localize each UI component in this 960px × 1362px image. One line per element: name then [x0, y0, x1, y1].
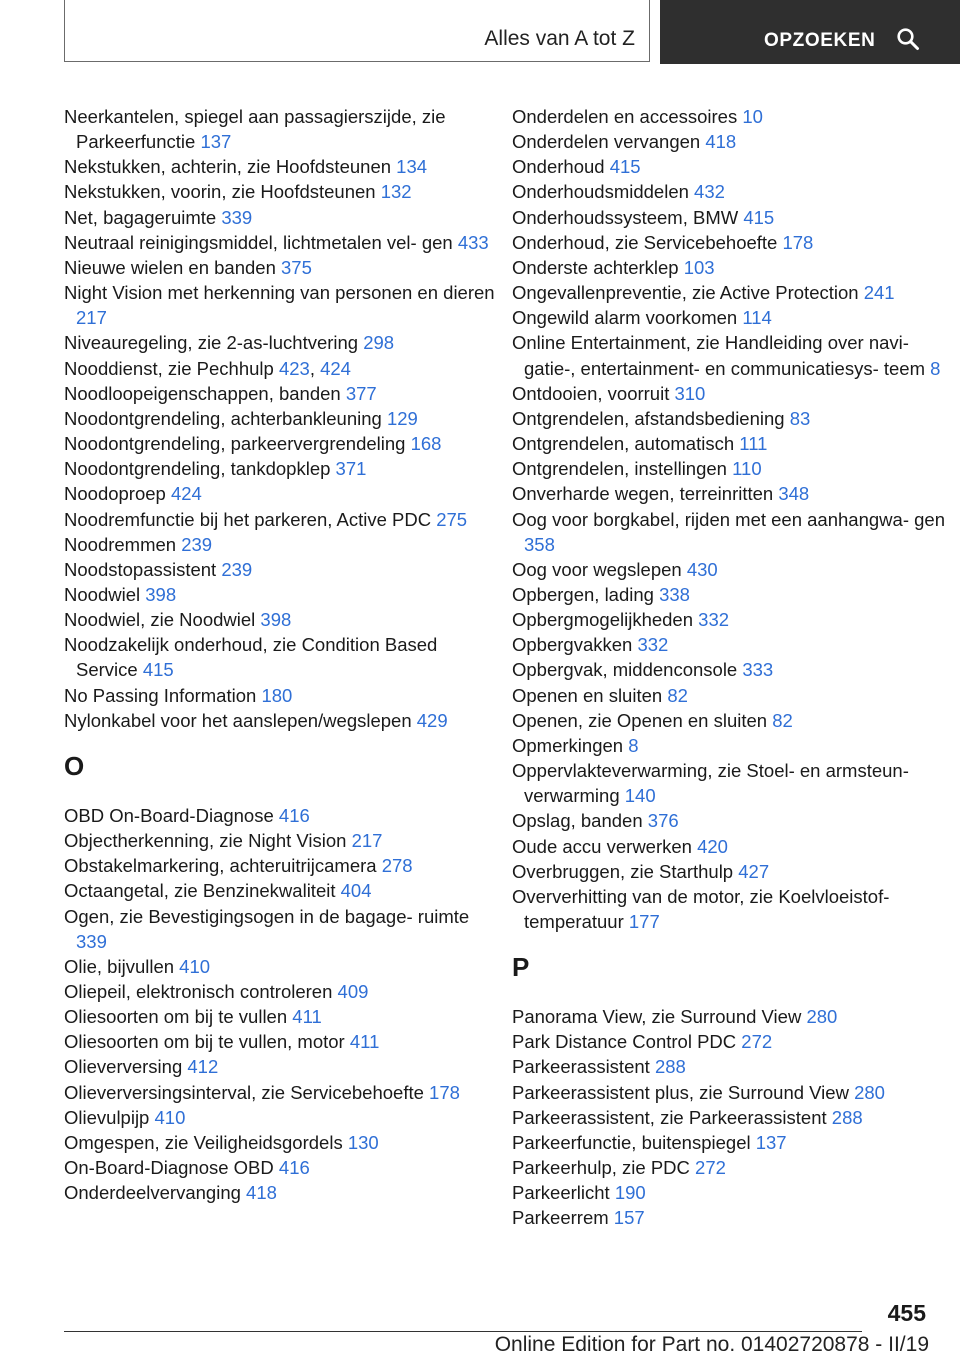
- page-link[interactable]: 241: [863, 282, 895, 304]
- page-link[interactable]: 412: [187, 1056, 219, 1078]
- entry-text: Octaangetal, zie Benzinekwaliteit: [64, 880, 341, 902]
- page-link[interactable]: 288: [654, 1056, 686, 1078]
- entry-text: Opslag, banden: [512, 810, 648, 832]
- index-column-right: [512, 104, 952, 1231]
- page-link[interactable]: 280: [854, 1081, 885, 1103]
- index-entry: [512, 1205, 952, 1230]
- page-link[interactable]: 217: [76, 307, 107, 329]
- index-entry: [512, 330, 952, 380]
- page-link[interactable]: 427: [738, 860, 770, 882]
- entry-text: Net, bagageruimte: [64, 206, 222, 228]
- entry-text: Parkeerfunctie, buitenspiegel: [512, 1131, 756, 1153]
- footer-divider: [64, 1331, 862, 1332]
- index-entry: [512, 859, 952, 884]
- entry-text: Opmerkingen: [512, 734, 629, 756]
- index-entry: [64, 104, 504, 154]
- entry-text: Parkeerhulp, zie PDC: [512, 1157, 696, 1179]
- entry-text: Onderhoud: [512, 156, 610, 178]
- entry-text: Noodwiel, zie Noodwiel: [64, 609, 261, 631]
- page-link[interactable]: 137: [755, 1131, 787, 1153]
- page-link[interactable]: 239: [181, 533, 213, 555]
- page-link[interactable]: 398: [260, 609, 292, 631]
- index-entry: [64, 828, 504, 853]
- page-link[interactable]: 298: [363, 332, 395, 354]
- index-entry: [512, 481, 952, 506]
- entry-text: Opbergvak, middenconsole: [512, 659, 743, 681]
- index-entry: [64, 330, 504, 355]
- page-link[interactable]: 409: [337, 981, 369, 1002]
- entry-text: Parkeerassistent, zie Parkeerassistent: [512, 1106, 832, 1128]
- entry-text: Noodontgrendeling, tankdopklep: [64, 458, 336, 480]
- page-link[interactable]: 332: [637, 634, 669, 656]
- entry-text: Nekstukken, achterin, zie Hoofdsteunen: [64, 156, 397, 178]
- page-link[interactable]: 371: [335, 458, 367, 480]
- page-link[interactable]: 423: [278, 357, 310, 379]
- entry-text: Noodremfunctie bij het parkeren, Active PDC: [64, 508, 437, 530]
- entry-text: Olie, bijvullen: [64, 955, 180, 977]
- index-entry: [64, 1180, 504, 1205]
- page-link[interactable]: 424: [170, 483, 202, 505]
- tab-a-to-z-label: Alles van A tot Z: [484, 27, 635, 50]
- entry-text: Parkeerrem: [512, 1207, 614, 1229]
- page-link[interactable]: 110: [732, 458, 762, 480]
- index-entry: [64, 230, 504, 255]
- entry-text: Panorama View, zie Surround View: [512, 1006, 807, 1028]
- index-entry: [512, 884, 952, 934]
- page-link[interactable]: 129: [386, 407, 418, 429]
- page-link[interactable]: 132: [380, 181, 412, 203]
- index-entry: [64, 708, 504, 733]
- search-button[interactable]: [660, 0, 960, 64]
- entry-text: Oliesoorten om bij te vullen, motor: [64, 1031, 350, 1053]
- entry-text: Neutraal reinigingsmiddel, lichtmetalen vel‐ gen: [64, 231, 458, 253]
- page-link[interactable]: 140: [624, 785, 656, 807]
- entry-text: Onderdelen en accessoires: [512, 106, 743, 127]
- entry-text: Online Entertainment, zie Handleiding over navi‐ gatie-, entertainment- en communicatiesys‐ teem: [512, 332, 931, 379]
- page-link[interactable]: 418: [246, 1182, 277, 1204]
- entry-text: Ontdooien, voorruit: [512, 382, 675, 404]
- index-entry: [64, 406, 504, 431]
- entry-text: Onderhoud, zie Servicebehoefte: [512, 231, 783, 253]
- page-link[interactable]: 83: [789, 407, 811, 429]
- index-entry: [64, 154, 504, 179]
- entry-text: Opbergmogelijkheden: [512, 609, 699, 631]
- entry-text: Niveauregeling, zie 2-as-luchtvering: [64, 332, 364, 354]
- entry-text: Onderdeelvervanging: [64, 1182, 247, 1204]
- index-entry: [64, 632, 504, 682]
- index-entry: [64, 507, 504, 532]
- page-link[interactable]: 157: [613, 1207, 645, 1229]
- page-link[interactable]: 178: [429, 1081, 460, 1103]
- page-link[interactable]: 433: [457, 231, 489, 253]
- index-entry: [512, 632, 952, 657]
- index-entry: [512, 1155, 952, 1180]
- entry-text: Onverharde wegen, terreinritten: [512, 483, 779, 505]
- entry-text: Nylonkabel voor het aanslepen/wegslepen: [64, 709, 417, 731]
- index-entry: [64, 381, 504, 406]
- entry-text: Openen en sluiten: [512, 684, 668, 706]
- index-entry: [512, 230, 952, 255]
- index-entry: [512, 280, 952, 305]
- index-entry: [512, 834, 952, 859]
- entry-text: Oliesoorten om bij te vullen: [64, 1006, 293, 1028]
- page-link[interactable]: 424: [320, 357, 351, 379]
- page-link[interactable]: 415: [142, 659, 174, 681]
- entry-text: Opbergvakken: [512, 634, 638, 656]
- entry-text: Onderhoudsmiddelen: [512, 181, 695, 203]
- entry-text: Oververhitting van de motor, zie Koelvloeistof‐ temperatuur: [512, 885, 890, 932]
- entry-text: Oog voor wegslepen: [512, 558, 687, 580]
- index-entry: [512, 557, 952, 582]
- page-link[interactable]: 278: [381, 855, 413, 877]
- page-link[interactable]: 411: [292, 1006, 322, 1028]
- top-navigation: [0, 0, 960, 66]
- index-entry: [512, 1004, 952, 1029]
- entry-text: Ongewild alarm voorkomen: [512, 307, 743, 329]
- entry-text: Objectherkenning, zie Night Vision: [64, 830, 352, 852]
- entry-text: Olieverversingsinterval, zie Servicebehoefte: [64, 1081, 430, 1103]
- page-link[interactable]: 180: [261, 684, 293, 706]
- entry-text: Noodontgrendeling, parkeervergrendeling: [64, 433, 411, 455]
- index-entry: [512, 1080, 952, 1105]
- entry-text: Ogen, zie Bevestigingsogen in de bagage‐ ruimte: [64, 905, 470, 927]
- index-entry: [64, 954, 504, 979]
- page-link[interactable]: 130: [347, 1131, 379, 1153]
- index-entry: [64, 431, 504, 456]
- entry-text: Noodzakelijk onderhoud, zie Condition Based Service: [64, 634, 438, 681]
- index-entry: [64, 205, 504, 230]
- index-entry: [64, 532, 504, 557]
- page-link[interactable]: 332: [698, 609, 730, 631]
- entry-text: Overbruggen, zie Starthulp: [512, 860, 739, 882]
- entry-text: Noodstopassistent: [64, 558, 222, 580]
- index-entry: [512, 205, 952, 230]
- entry-text: Ontgrendelen, afstandsbediening: [512, 407, 790, 429]
- magnifier-icon: [896, 27, 920, 51]
- page-link[interactable]: 190: [614, 1182, 646, 1204]
- entry-text: On-Board-Diagnose OBD: [64, 1157, 279, 1179]
- page-link[interactable]: 134: [396, 156, 428, 178]
- entry-text: Opbergen, lading: [512, 583, 660, 605]
- entry-text: Night Vision met herkenning van personen en dieren: [64, 282, 495, 304]
- index-entry: [64, 1004, 504, 1029]
- entry-text: Parkeerlicht: [512, 1182, 615, 1204]
- index-entry: [64, 280, 504, 330]
- page-link[interactable]: 10: [742, 106, 763, 127]
- page-link[interactable]: 415: [609, 156, 641, 178]
- page-link[interactable]: 375: [281, 256, 312, 278]
- page-link[interactable]: 217: [351, 830, 383, 852]
- index-entry: [512, 808, 952, 833]
- page-link[interactable]: 82: [772, 709, 793, 731]
- page-link[interactable]: 420: [697, 835, 728, 857]
- page-link[interactable]: 339: [76, 930, 107, 952]
- page-link[interactable]: 348: [778, 483, 810, 505]
- entry-text: Olieverversing: [64, 1056, 188, 1078]
- index-entry: [512, 154, 952, 179]
- index-entry: [512, 733, 952, 758]
- index-entry: [64, 683, 504, 708]
- index-entry: [512, 1054, 952, 1079]
- index-entry: [512, 255, 952, 280]
- entry-text: Oppervlakteverwarming, zie Stoel- en armsteun‐ verwarming: [512, 760, 909, 807]
- entry-text: Noodremmen: [64, 533, 182, 555]
- index-entry: [64, 878, 504, 903]
- page-link[interactable]: 404: [340, 880, 372, 902]
- entry-text: Ontgrendelen, automatisch: [512, 433, 740, 455]
- page-link[interactable]: 411: [349, 1031, 380, 1053]
- page-link[interactable]: 339: [221, 206, 253, 228]
- page-link[interactable]: 416: [278, 804, 310, 826]
- index-entry: [512, 607, 952, 632]
- page-link[interactable]: 137: [200, 131, 232, 153]
- page-link[interactable]: 114: [742, 307, 772, 329]
- index-entry: [512, 431, 952, 456]
- page-link[interactable]: 178: [782, 231, 814, 253]
- index-entry: [64, 904, 504, 954]
- footer-edition: Online Edition for Part no. 01402720878 - II/19: [494, 1333, 929, 1356]
- entry-text: Openen, zie Openen en sluiten: [512, 709, 773, 731]
- entry-text: Omgespen, zie Veiligheidsgordels: [64, 1131, 348, 1153]
- page-link[interactable]: 275: [436, 508, 468, 530]
- index-entry: [64, 481, 504, 506]
- entry-text: Parkeerassistent: [512, 1056, 655, 1078]
- section-letter: P: [512, 952, 530, 983]
- index-entry: [64, 456, 504, 481]
- page-link[interactable]: 418: [705, 131, 737, 153]
- entry-text: Ontgrendelen, instellingen: [512, 458, 733, 480]
- index-entry: [64, 803, 504, 828]
- entry-text: Onderhoudssysteem, BMW: [512, 206, 744, 228]
- page-link[interactable]: 280: [806, 1006, 838, 1028]
- index-entry: [512, 708, 952, 733]
- page-link[interactable]: 398: [145, 583, 177, 605]
- index-entry: [64, 1054, 504, 1079]
- page-link[interactable]: 410: [179, 955, 211, 977]
- page-link[interactable]: 333: [742, 659, 774, 681]
- index-entry: [512, 1029, 952, 1054]
- entry-text: Noodwiel: [64, 583, 146, 605]
- index-entry: [512, 129, 952, 154]
- index-entry: [512, 179, 952, 204]
- index-column-left: [64, 104, 504, 1205]
- index-entry: [64, 1029, 504, 1054]
- entry-text: Oliepeil, elektronisch controleren: [64, 981, 338, 1002]
- section-letter: O: [64, 750, 85, 781]
- index-entry: [512, 683, 952, 708]
- index-entry: [64, 853, 504, 878]
- entry-text: Onderste achterklep: [512, 256, 684, 278]
- index-entry: [64, 607, 504, 632]
- index-entry: [64, 255, 504, 280]
- index-entry: [64, 1105, 504, 1130]
- page-link[interactable]: 338: [659, 583, 690, 605]
- page-link[interactable]: 376: [647, 810, 679, 832]
- page-link[interactable]: 103: [683, 256, 715, 278]
- page-link[interactable]: 377: [345, 382, 377, 404]
- index-entry: [512, 758, 952, 808]
- entry-text: No Passing Information: [64, 684, 262, 706]
- entry-text: Park Distance Control PDC: [512, 1031, 742, 1053]
- index-entry: [64, 179, 504, 204]
- entry-text: Parkeerassistent plus, zie Surround View: [512, 1081, 855, 1103]
- page-number: 455: [887, 1300, 926, 1326]
- index-entry: [512, 104, 952, 129]
- page-link[interactable]: 177: [628, 911, 660, 932]
- entry-text: Nieuwe wielen en banden: [64, 256, 282, 278]
- index-entry: [512, 381, 952, 406]
- entry-text: Obstakelmarkering, achteruitrijcamera: [64, 855, 382, 877]
- page-link[interactable]: 358: [524, 533, 555, 555]
- page-link[interactable]: 429: [416, 709, 448, 731]
- index-entry: [512, 1130, 952, 1155]
- entry-text: Olievulpijp: [64, 1106, 155, 1128]
- page-link[interactable]: 415: [743, 206, 775, 228]
- index-entry: [64, 1130, 504, 1155]
- entry-text: Nekstukken, voorin, zie Hoofdsteunen: [64, 181, 381, 203]
- page-link[interactable]: 432: [694, 181, 725, 203]
- entry-text: Ongevallenpreventie, zie Active Protection: [512, 282, 864, 304]
- page-link[interactable]: 410: [154, 1106, 186, 1128]
- page-link[interactable]: 239: [221, 558, 253, 580]
- page-link[interactable]: 272: [741, 1031, 773, 1053]
- entry-text: Oog voor borgkabel, rijden met een aanhangwa‐ gen: [512, 508, 945, 530]
- page-link[interactable]: 310: [674, 382, 706, 404]
- index-entry: [64, 557, 504, 582]
- page-link[interactable]: 82: [667, 684, 688, 706]
- entry-text: Onderdelen vervangen: [512, 131, 706, 153]
- tab-a-to-z[interactable]: [64, 0, 650, 62]
- page-link[interactable]: 416: [278, 1157, 310, 1179]
- page-link[interactable]: 8: [930, 357, 941, 379]
- page-link[interactable]: 8: [628, 734, 639, 756]
- index-entry: [64, 979, 504, 1004]
- page-link[interactable]: 111: [739, 433, 768, 455]
- index-entry: [512, 1180, 952, 1205]
- index-entry: [512, 456, 952, 481]
- index-entry: [64, 582, 504, 607]
- index-entry: [64, 1080, 504, 1105]
- index-entry: [512, 507, 952, 557]
- entry-text: Neerkantelen, spiegel aan passagierszijde, zie Parkeerfunctie: [64, 106, 446, 153]
- page-link[interactable]: 430: [686, 558, 718, 580]
- entry-text: OBD On-Board-Diagnose: [64, 804, 279, 826]
- index-entry: [512, 1105, 952, 1130]
- entry-text: Noodontgrendeling, achterbankleuning: [64, 407, 387, 429]
- entry-text: Noodoproep: [64, 483, 171, 505]
- page-link[interactable]: 288: [831, 1106, 863, 1128]
- index-entry: [512, 657, 952, 682]
- search-button-label: OPZOEKEN: [764, 30, 876, 51]
- index-entry: [512, 582, 952, 607]
- page-link[interactable]: 168: [410, 433, 442, 455]
- index-entry: [512, 305, 952, 330]
- entry-text: Nooddienst, zie Pechhulp: [64, 357, 279, 379]
- index-entry: [512, 406, 952, 431]
- page-link[interactable]: 272: [695, 1157, 726, 1179]
- entry-text: Noodloopeigenschappen, banden: [64, 382, 346, 404]
- index-entry: [64, 1155, 504, 1180]
- entry-text: Oude accu verwerken: [512, 835, 698, 857]
- index-entry: Nooddienst, zie Pechhulp 423, 424: [64, 357, 351, 379]
